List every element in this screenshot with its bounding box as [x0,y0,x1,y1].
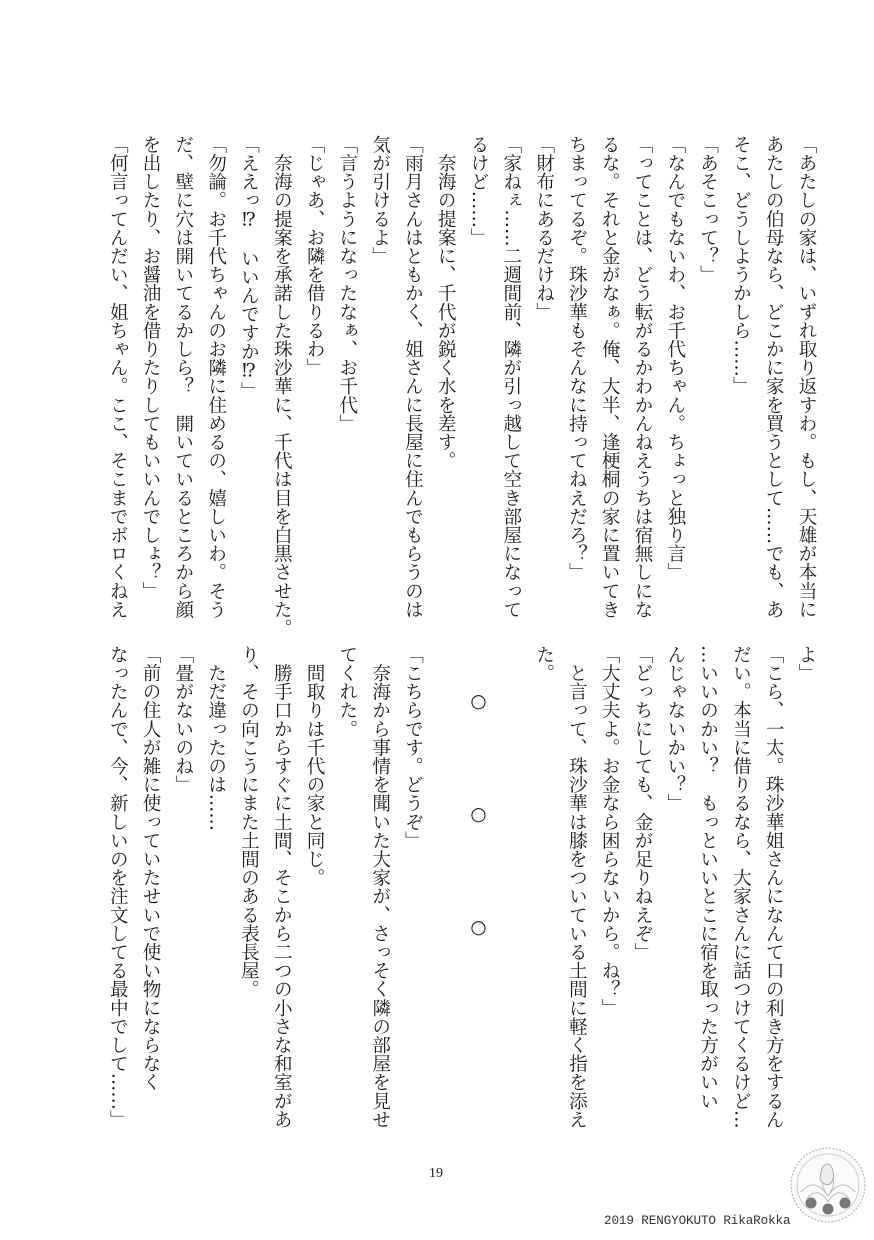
text-line: 「じゃあ、お隣を借りるわ」 [304,135,326,377]
text-line: るな。それと金がなぁ。俺、大半、逢梗桐の家に置いてき [599,135,621,619]
text-line: を出したり、お醤油を借りたりしてもいいんでしょ？」 [140,135,162,600]
text-line: り、その向こうにまた土間のある表長屋。 [238,645,260,999]
text-line: 気が引けるよ」 [369,135,391,266]
text-line: …いいのかい？ もっといいとこに宿を取った方がいい [697,645,719,1110]
text-line: た。 [533,645,555,683]
text-line: 「どっちにしても、金が足りねえぞ」 [632,645,654,962]
text-line: 「何言ってんだい、姐ちゃん。ここ、そこまでボロくねえ [107,135,129,619]
blank-line [428,645,461,1125]
text-line: 「ってことは、どう転がるかわかんねえうちは宿無しにな [632,135,654,619]
text-line: 「畳がないのね」 [172,645,194,794]
text-line: だい。本当に借りるなら、大家さんに話つけてくるけど… [730,645,752,1129]
text-line: よ」 [796,645,817,683]
text-line: 奈海の提案を承諾した珠沙華に、千代は目を白黒させた。 [271,135,293,638]
footer-credit: 2019 RENGYOKUTO RikaRokka [604,1214,791,1228]
circle-seal-logo [789,1146,867,1224]
text-line: 「雨月さんはともかく、姐さんに長屋に住んでもらうのは [402,135,424,619]
text-line: んじゃないかい？」 [664,645,686,813]
scene-break [461,645,494,1125]
text-line: 「言うようになったなぁ、お千代」 [336,135,358,433]
text-line: あたしの伯母なら、どこかに家を買うとして……でも、あ [763,135,785,619]
text-line: 「あたしの家は、いずれ取り返すわ。もし、天雄が本当に [796,135,817,619]
text-line: だ、壁に穴は開いてるかしら？ 開いているところから顔 [172,135,194,619]
text-line: 「なんでもないわ、お千代ちゃん。ちょっと独り言」 [664,135,686,582]
text-line: 「あそこって？」 [697,135,719,284]
text-line: 間取りは千代の家と同じ。 [304,645,326,887]
text-line: 「こら、一太。珠沙華姐さんになんて口の利き方をするん [763,645,785,1129]
text-line: ただ違ったのは…… [205,645,227,831]
text-line: 勝手口からすぐに土間、そこから二つの小さな和室があ [271,645,293,1129]
blank-line [494,645,527,1125]
text-line: と言って、珠沙華は膝をついている土間に軽く指を添え [566,645,588,1129]
text-line: 「前の住人が雑に使っていたせいで使い物にならなく [140,645,162,1092]
text-line: なったんで、今、新しいのを注文してる最中でして……」 [107,645,129,1129]
text-line: ちまってるぞ。珠沙華もそんなに持ってねえだろ？」 [566,135,588,582]
text-block-bottom [100,645,822,1129]
text-line: そこ、どうしようかしら……」 [730,135,752,396]
scene-break-circle: ○ [468,804,490,825]
scene-break-circle: ○ [468,691,490,712]
text-line: 「こちらです。どうぞ」 [402,645,424,850]
text-line: 「ええっ⁉ いいんですか⁉」 [238,135,260,401]
text-line: 「勿論。お千代ちゃんのお隣に住めるの、嬉しいわ。そう [205,135,227,619]
text-line: 「家ねぇ……二週間前、隣が引っ越して空き部屋になって [500,135,522,619]
text-block-top [100,135,822,638]
text-line: るけど……」 [468,135,490,247]
text-line: 「大丈夫よ。お金なら困らないから。ね？」 [599,645,621,1017]
text-line: 奈海から事情を聞いた大家が、さっそく隣の部屋を見せ [369,645,391,1129]
scene-break-circle: ○ [468,917,490,938]
text-line: 「財布にあるだけね」 [533,135,555,321]
text-line: てくれた。 [336,645,358,738]
text-line: 奈海の提案に、千代が鋭く水を差す。 [435,135,457,470]
page-number: 19 [429,1166,443,1181]
